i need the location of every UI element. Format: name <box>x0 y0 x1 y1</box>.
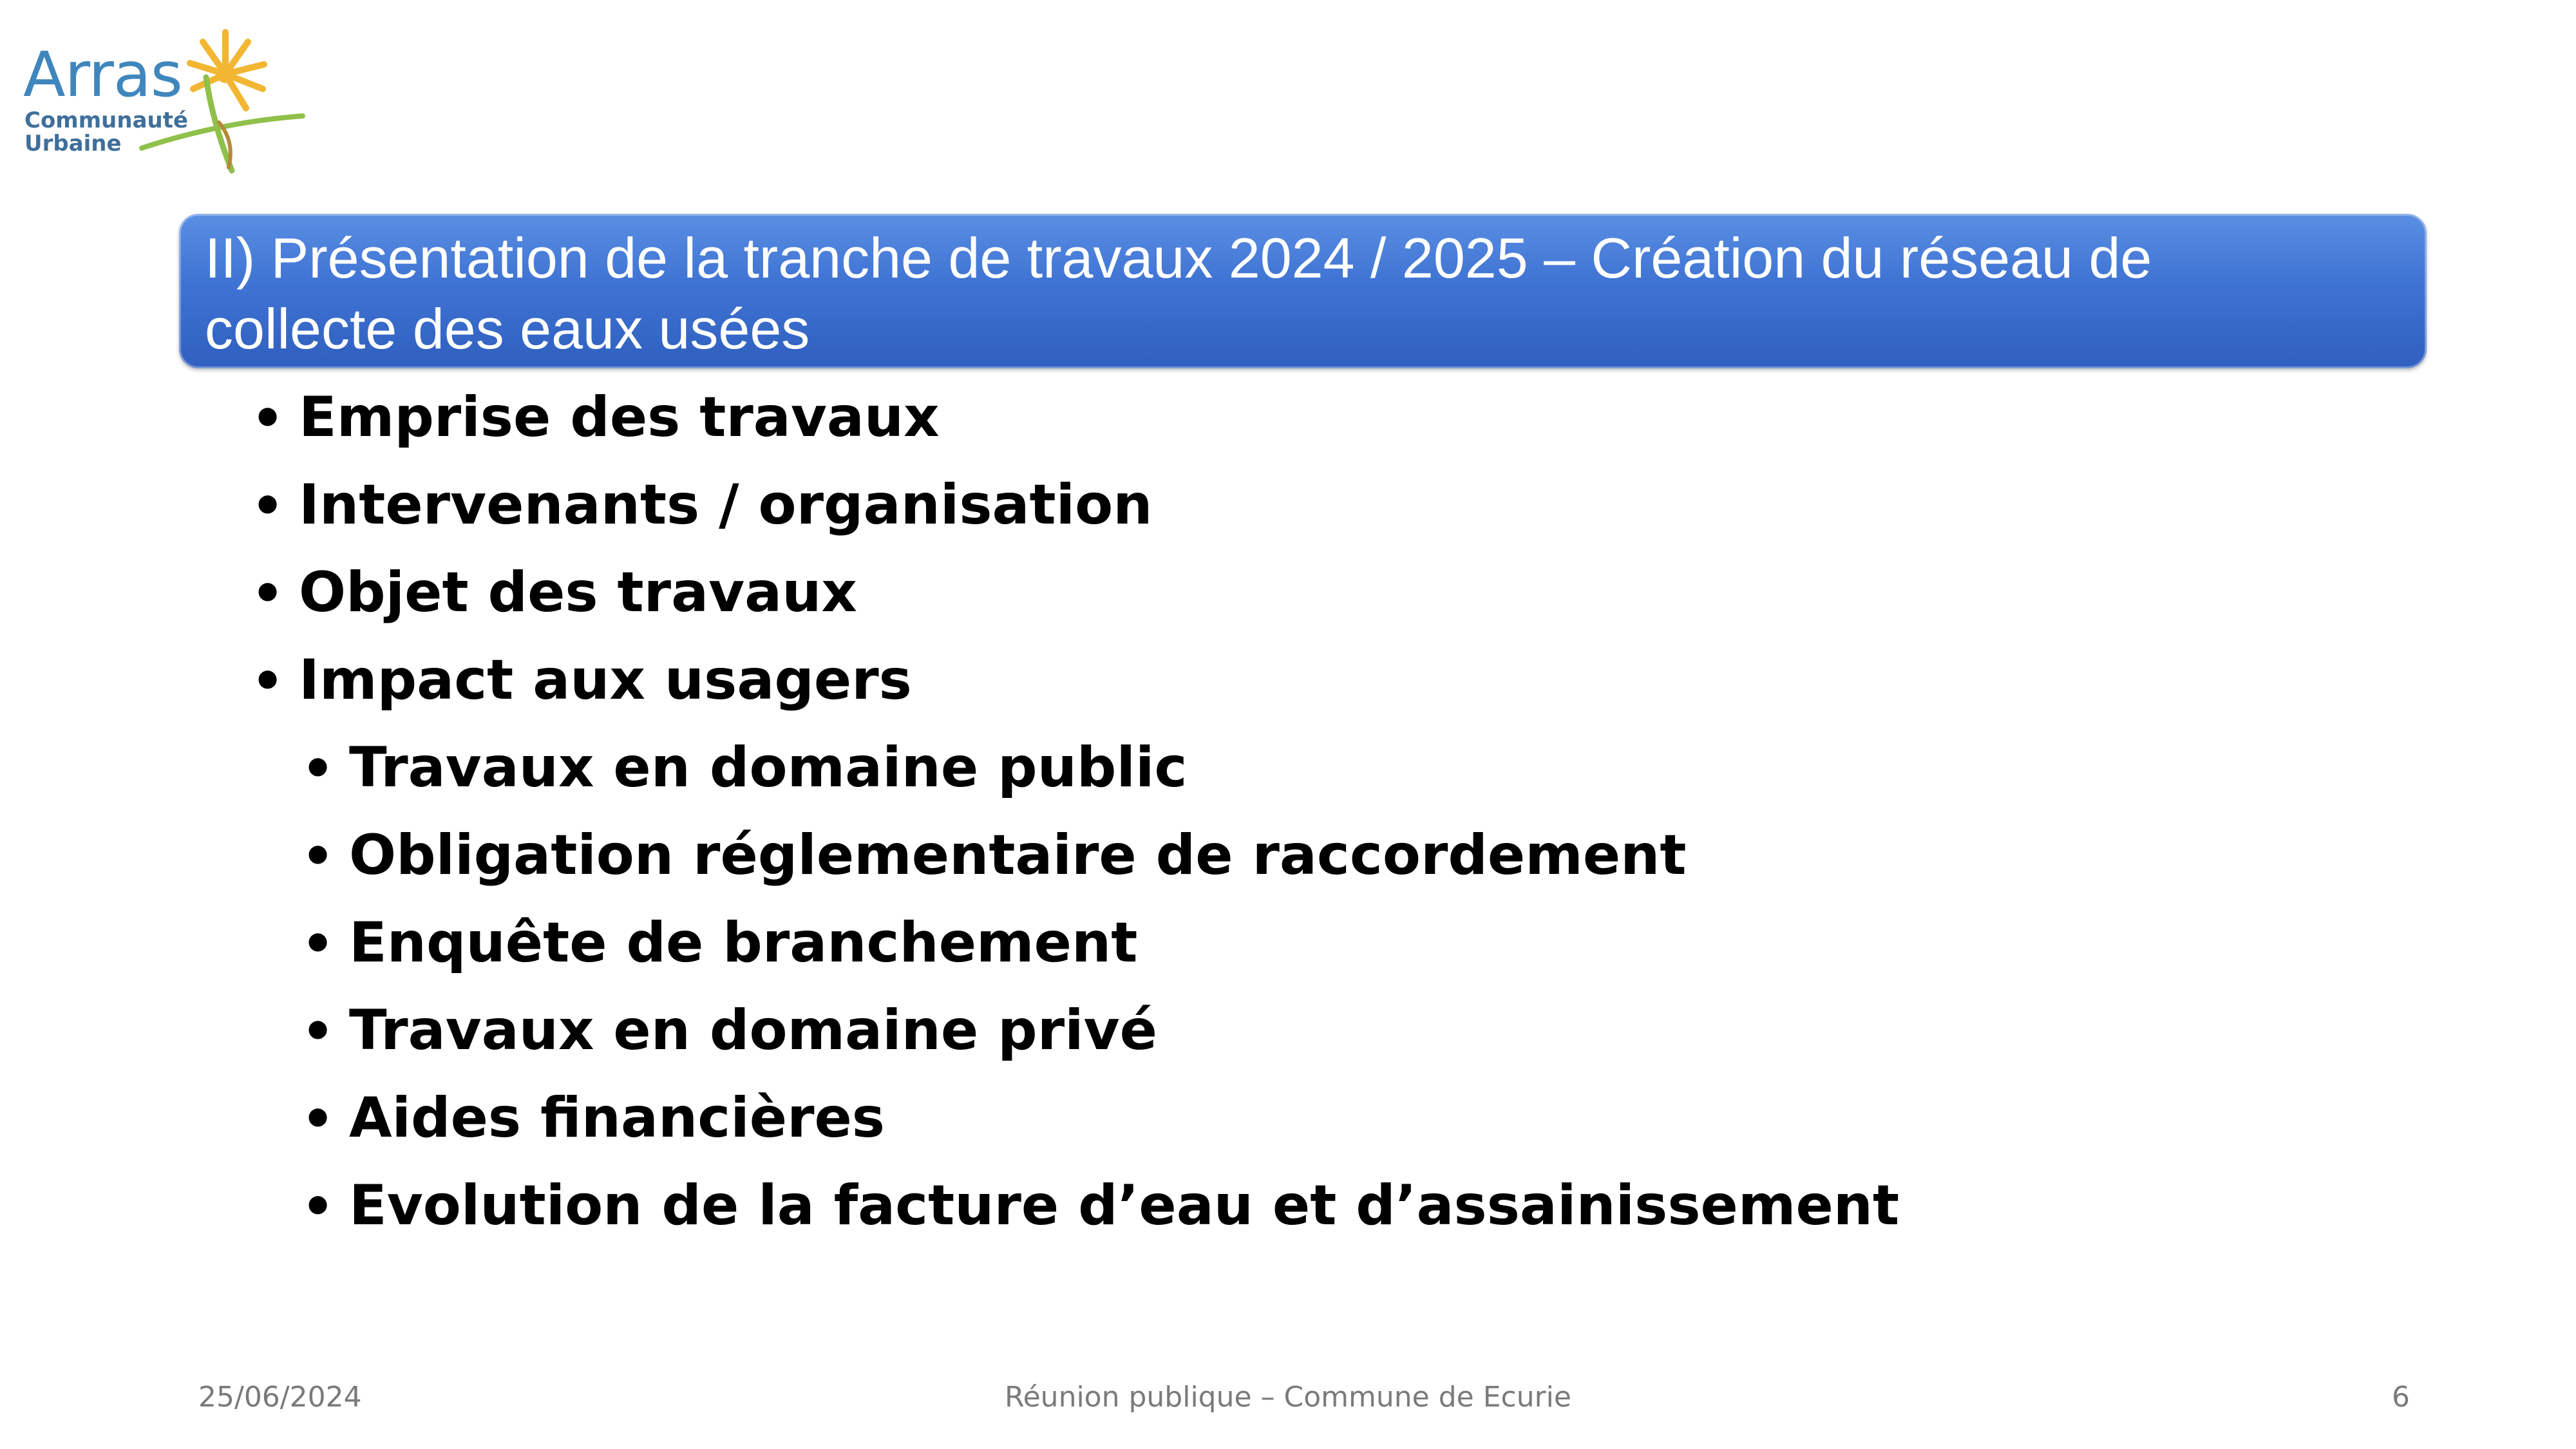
bullet-dot: • <box>301 1001 335 1061</box>
logo-wordmark: Arras <box>23 39 182 111</box>
bullet-item <box>251 549 1899 636</box>
sub-bullet-item <box>301 1162 1899 1249</box>
bullet-text: Obligation réglementaire de raccordement <box>349 823 1687 887</box>
logo-subtitle-line2: Urbaine <box>24 131 122 156</box>
bullet-text: Enquête de branchement <box>349 911 1138 975</box>
page-number: 6 <box>2392 1381 2410 1414</box>
sub-bullet-item <box>301 987 1899 1074</box>
bullet-text: Objet des travaux <box>299 560 857 625</box>
bullet-dot: • <box>251 564 285 623</box>
title-banner <box>179 214 2427 368</box>
sub-bullet-item <box>301 811 1899 899</box>
bullet-dot: • <box>301 826 335 886</box>
bullet-text: Evolution de la facture d’eau et d’assainissement <box>349 1173 1900 1238</box>
arras-logo <box>13 13 309 180</box>
bullet-item <box>251 636 1899 724</box>
sub-bullet-item <box>301 1074 1899 1162</box>
bullet-text: Travaux en domaine privé <box>349 998 1157 1063</box>
bullet-item <box>251 461 1899 549</box>
footer-title: Réunion publique – Commune de Ecurie <box>1005 1381 1571 1414</box>
bullet-dot: • <box>251 388 285 448</box>
sub-bullet-item <box>301 724 1899 811</box>
bullet-text: Impact aux usagers <box>299 648 912 712</box>
bullet-text: Aides financières <box>349 1086 885 1150</box>
bullet-dot: • <box>301 1177 335 1236</box>
bullet-text: Travaux en domaine public <box>349 735 1188 800</box>
bullet-dot: • <box>301 739 335 799</box>
title-line-1: II) Présentation de la tranche de travaux 2024 / 2025 – Création du réseau de <box>205 226 2152 290</box>
bullet-dot: • <box>251 651 285 711</box>
bullet-dot: • <box>301 1089 335 1149</box>
sub-bullet-item <box>301 899 1899 987</box>
bullet-dot: • <box>301 914 335 974</box>
bullet-dot: • <box>251 476 285 536</box>
bullet-text: Intervenants / organisation <box>299 473 1153 537</box>
bullet-list <box>251 374 1899 1249</box>
logo-subtitle-line1: Communauté <box>24 108 189 133</box>
footer-date: 25/06/2024 <box>198 1381 362 1414</box>
bullet-item <box>251 374 1899 461</box>
title-line-2: collecte des eaux usées <box>205 297 810 361</box>
bullet-text: Emprise des travaux <box>299 385 940 450</box>
